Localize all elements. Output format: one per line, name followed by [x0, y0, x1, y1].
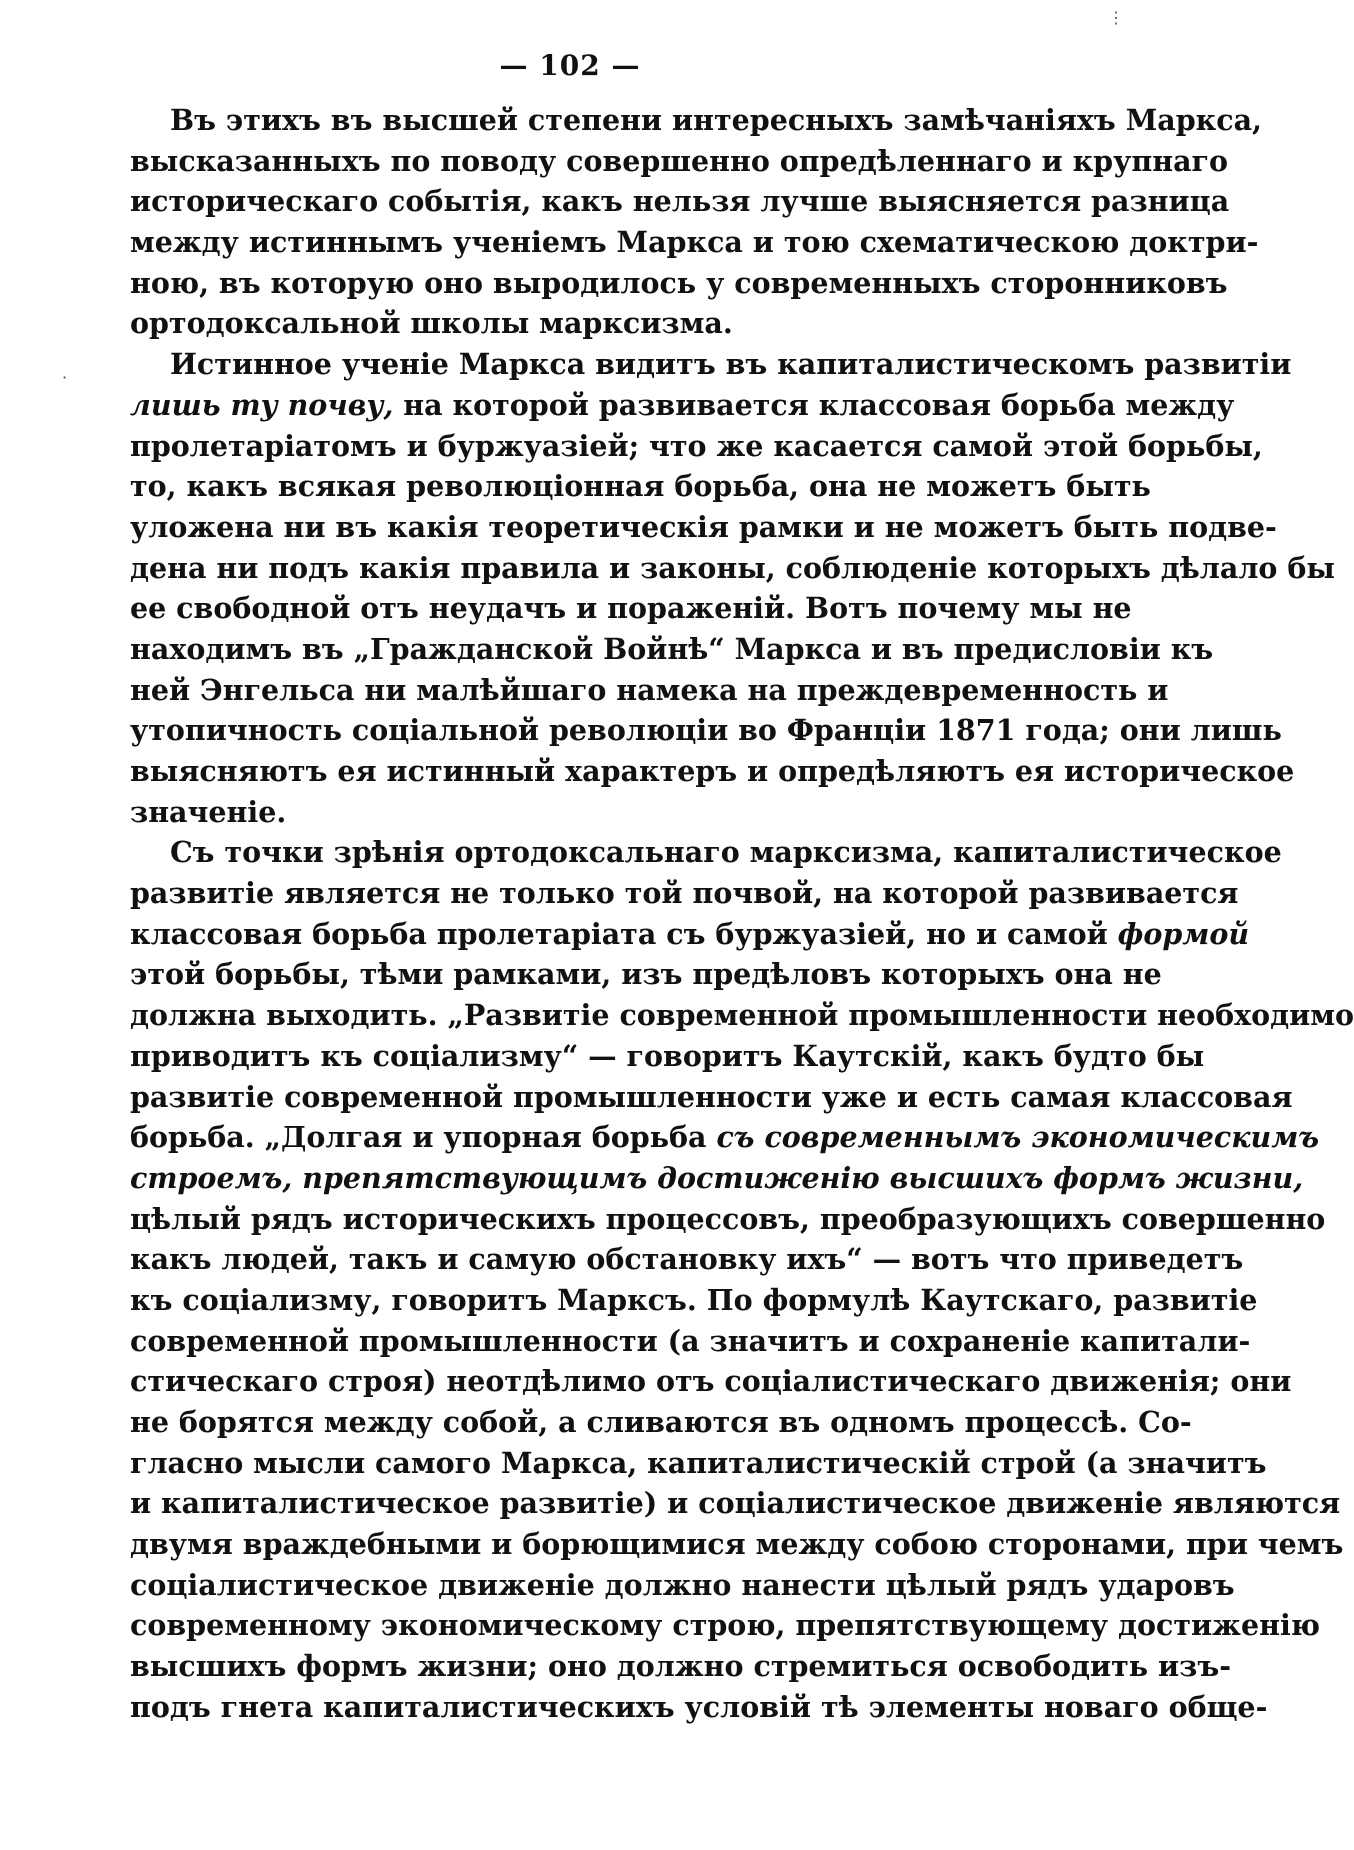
page-number: — 102 — — [499, 49, 641, 82]
text-run: борьба. „Долгая и упорная борьба — [130, 1120, 717, 1155]
scan-edge-mark: ⋮ — [1108, 8, 1124, 27]
text-line: ней Энгельса ни малѣйшаго намека на преждевременность и — [130, 672, 1169, 707]
text-line: какъ людей, такъ и самую обстановку ихъ“ — вотъ что приведетъ — [130, 1242, 1244, 1277]
text-line: не борятся между собой, а сливаются въ одномъ процессѣ. Со- — [130, 1405, 1192, 1439]
text-line: высказанныхъ по поводу совершенно опредѣленнаго и крупнаго — [130, 143, 1229, 178]
paragraph-3 — [130, 832, 1354, 1727]
text-line: Съ точки зрѣнія ортодоксальнаго марксизма, капиталистическое — [170, 835, 1282, 870]
text-line-mixed — [130, 1158, 1304, 1199]
text-line: цѣлый рядъ историческихъ процессовъ, преобразующихъ совершенно — [130, 1201, 1326, 1236]
text-run: на которой развивается классовая борьба между — [393, 387, 1235, 422]
text-line: находимъ въ „Гражданской Войнѣ“ Маркса и въ предисловіи къ — [130, 631, 1214, 666]
text-line: этой борьбы, тѣми рамками, изъ предѣловъ которыхъ она не — [130, 957, 1162, 992]
italic-emphasis: формой — [1117, 916, 1250, 951]
italic-emphasis: строемъ, препятствующимъ достиженію высшихъ формъ жизни, — [130, 1160, 1304, 1195]
body-text — [130, 100, 1354, 1728]
text-line: ортодоксальной школы марксизма. — [130, 306, 733, 341]
text-run: классовая борьба пролетаріата съ буржуазіей, но и самой — [130, 916, 1118, 951]
text-line: подъ гнета капиталистическихъ условій тѣ элементы новаго обще- — [130, 1689, 1268, 1724]
text-line: двумя враждебными и борющимися между собою сторонами, при чемъ — [130, 1527, 1344, 1562]
text-line: ною, въ которую оно выродилось у современныхъ сторонниковъ — [130, 265, 1228, 300]
text-line: должна выходить. „Развитіе современной промышленности необходимо — [130, 998, 1354, 1033]
text-line: Въ этихъ въ высшей степени интересныхъ замѣчаніяхъ Маркса, — [170, 103, 1262, 137]
text-line: стическаго строя) неотдѣлимо отъ соціалистическаго движенія; они — [130, 1364, 1292, 1399]
text-line: историческаго событія, какъ нельзя лучше выясняется разница — [130, 184, 1230, 219]
text-line: современной промышленности (а значитъ и сохраненіе капитали- — [130, 1323, 1251, 1358]
text-line: выясняютъ ея истинный характеръ и опредѣляютъ ея историческое — [130, 754, 1295, 788]
text-line: значеніе. — [130, 794, 287, 829]
text-line: развитіе современной промышленности уже и есть самая классовая — [130, 1079, 1293, 1114]
text-line: современному экономическому строю, препятствующему достиженію — [130, 1608, 1321, 1643]
text-line: уложена ни въ какія теоретическія рамки и не можетъ быть подве- — [130, 509, 1277, 544]
paragraph-1 — [130, 100, 1262, 344]
text-line: пролетаріатомъ и буржуазіей; что же касается самой этой борьбы, — [130, 428, 1263, 463]
paragraph-2 — [130, 344, 1335, 832]
text-line-mixed — [130, 1117, 1320, 1158]
text-line-mixed — [130, 914, 1250, 955]
text-line: соціалистическое движеніе должно нанести цѣлый рядъ ударовъ — [130, 1567, 1235, 1602]
text-line-mixed — [130, 385, 1235, 426]
italic-emphasis: съ современнымъ экономическимъ — [716, 1120, 1320, 1155]
text-line: и капиталистическое развитіе) и соціалистическое движеніе являются — [130, 1486, 1341, 1521]
text-line: утопичность соціальной революціи во Франціи 1871 года; они лишь — [130, 713, 1282, 748]
scan-dot-mark: · — [62, 368, 68, 387]
text-line: приводитъ къ соціализму“ — говоритъ Каутскій, какъ будто бы — [130, 1038, 1205, 1073]
text-line: развитіе является не только той почвой, на которой развивается — [130, 876, 1239, 911]
text-line: гласно мысли самого Маркса, капиталистическій строй (а значитъ — [130, 1445, 1267, 1480]
text-line: къ соціализму, говоритъ Марксъ. По формулѣ Каутскаго, развитіе — [130, 1282, 1258, 1317]
text-line: то, какъ всякая революціонная борьба, она не можетъ быть — [130, 469, 1151, 504]
text-line: ее свободной отъ неудачъ и пораженій. Вотъ почему мы не — [130, 591, 1132, 626]
text-line: Истинное ученіе Маркса видитъ въ капиталистическомъ развитіи — [170, 347, 1292, 382]
italic-emphasis: лишь ту почву, — [130, 387, 394, 422]
text-line: высшихъ формъ жизни; оно должно стремиться освободить изъ- — [130, 1649, 1232, 1684]
text-line: между истиннымъ ученіемъ Маркса и тою схематическою доктри- — [130, 225, 1259, 260]
text-line: дена ни подъ какія правила и законы, соблюденіе которыхъ дѣлало бы — [130, 550, 1335, 585]
